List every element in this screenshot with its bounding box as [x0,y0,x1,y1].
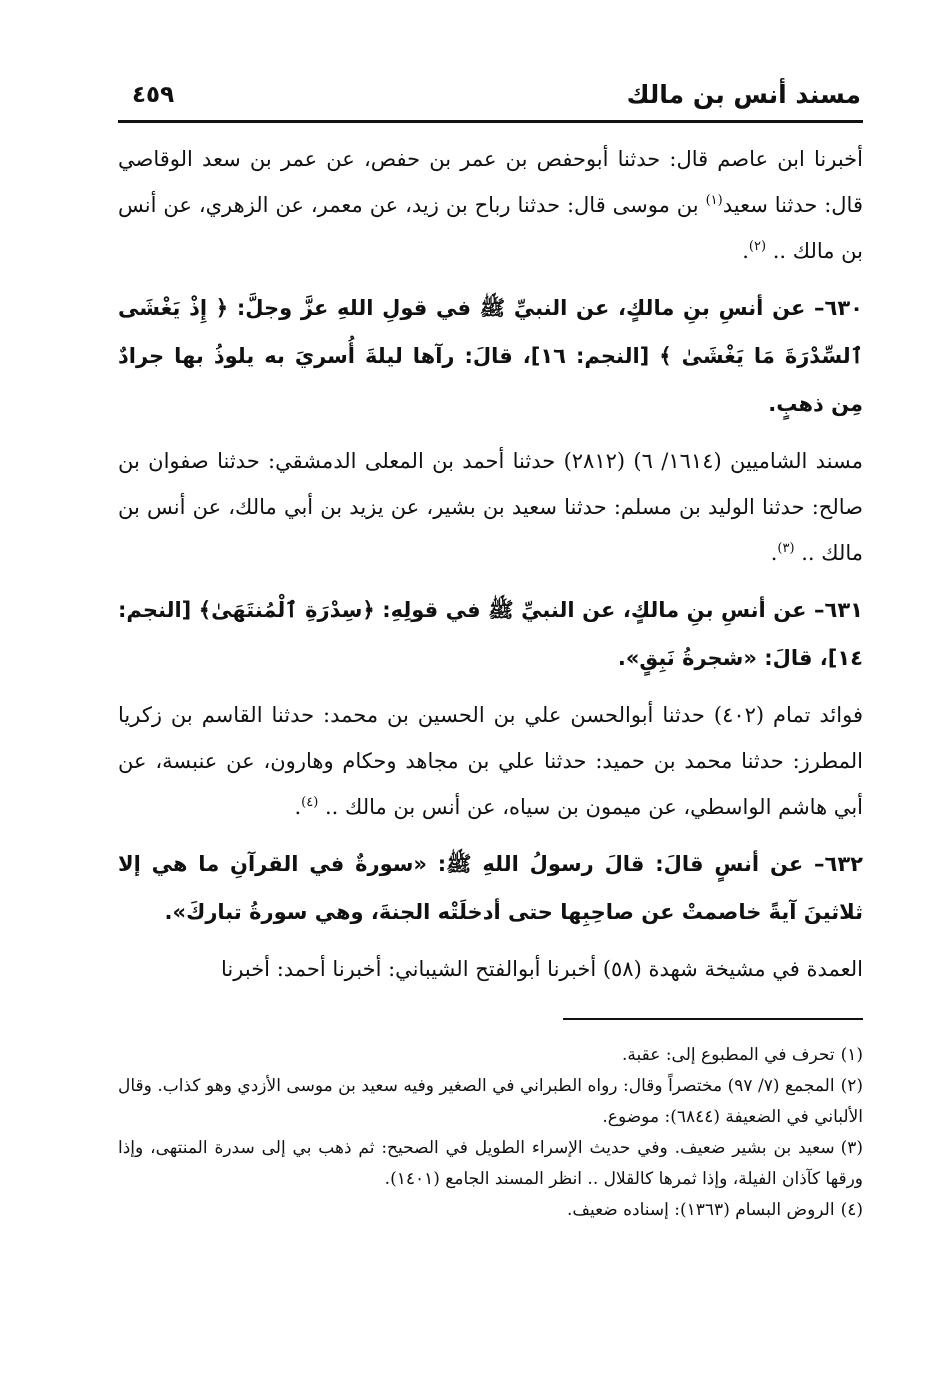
running-title: مسند أنس بن مالك [626,80,861,109]
footnote-reference[interactable]: (٣) [777,541,795,556]
isnad-paragraph: أخبرنا ابن عاصم قال: حدثنا أبوحفص بن عمر بن حفص، عن عمر بن سعد الوقاصي قال: حدثنا سعيد$^{(١)}$ بن موسى قال: حدثنا رباح بن زيد، عن معمر، عن الزهري، عن أنس بن مالك .. $^{(٢)}$. [118,147,863,263]
isnad-paragraph: فوائد تمام (٤٠٢) حدثنا أبوالحسن علي بن الحسين بن محمد: حدثنا القاسم بن زكريا المطرز: حدثنا محمد بن حميد: حدثنا علي بن مجاهد وحكام وهارون، عن عنبسة، عن أبي هاشم الواسطي، عن ميمون بن سياه، عن أنس بن مالك .. $^{(٤)}$. [118,703,863,819]
footnote-number: (٤) [840,1200,863,1220]
hadith-632: ٦٣٢– عن أنسٍ قالَ: قالَ رسولُ اللهِ ﷺ: «سورةٌ في القرآنِ ما هي إلا ثلاثينَ آيةً خاصمتْ عن صاحِبِها حتى أدخلَتْه الجنةَ، وهي سورةُ تباركَ». [118,852,863,924]
hadith-631: ٦٣١– عن أنسِ بنِ مالكٍ، عن النبيِّ ﷺ في قولِهِ: ﴿سِدْرَةِ ٱلْمُنتَهَىٰ﴾ [النجم: ١٤]، قالَ: «شجرةُ نَبِقٍ». [118,598,863,670]
footnote-number: (٣) [840,1138,863,1158]
footnote-4: (٤)الروض البسام (١٣٦٣): إسناده ضعيف. [566,1200,863,1220]
page [118,78,863,1220]
footnotes [118,1040,863,1226]
footnote-reference[interactable]: (١) [705,193,723,208]
footnote-separator [563,1018,863,1020]
footnote-1: (١)تحرف في المطبوع إلى: عقبة. [622,1045,863,1065]
footnote-number: (٢) [840,1076,863,1096]
footnote-reference[interactable]: (٤) [301,795,319,810]
page-header [118,78,863,118]
footnote-reference[interactable]: (٢) [748,239,767,254]
footnote-3: (٣)سعيد بن بشير ضعيف. وفي حديث الإسراء الطويل في الصحيح: ثم ذهب بي إلى سدرة المنتهى، وإذا ورقها كآذان الفيلة، وإذا ثمرها كالقلال .. انظر المسند الجامع (١٤٠١). [118,1138,863,1189]
footnote-number: (١) [840,1045,863,1065]
hadith-630: ٦٣٠– عن أنسِ بنِ مالكٍ، عن النبيِّ ﷺ في قولِ اللهِ عزَّ وجلَّ: ﴿ إِذْ يَغْشَى ٱلسِّدْرَةَ مَا يَغْشَىٰ ﴾ [النجم: ١٦]، قالَ: رآها ليلةَ أُسريَ به يلوذُ بها جرادٌ مِن ذهبٍ. [118,296,863,416]
header-rule [118,120,863,123]
page-number: ٤٥٩ [132,82,175,108]
isnad-paragraph: العمدة في مشيخة شهدة (٥٨) أخبرنا أبوالفتح الشيباني: أخبرنا أحمد: أخبرنا [221,957,863,981]
main-text [118,136,863,1002]
footnote-2: (٢)المجمع (٧/ ٩٧) مختصراً وقال: رواه الطبراني في الصغير وفيه سعيد بن موسى الأزدي وهو كذاب. وقال الألباني في الضعيفة (٦٨٤٤): موضوع. [118,1076,863,1127]
isnad-paragraph: مسند الشاميين (١٦١٤/ ٦) (٢٨١٢) حدثنا أحمد بن المعلى الدمشقي: حدثنا صفوان بن صالح: حدثنا الوليد بن مسلم: حدثنا سعيد بن بشير، عن يزيد بن أبي مالك، عن أنس بن مالك .. $^{(٣)}$. [118,449,863,565]
